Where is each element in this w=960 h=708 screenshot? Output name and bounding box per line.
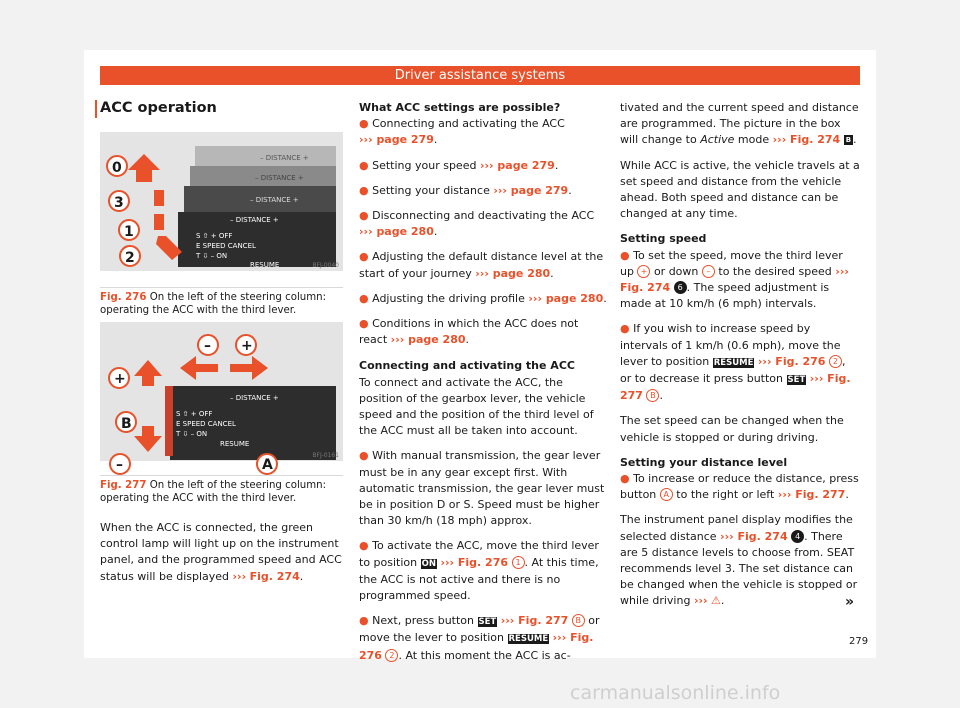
section-heading-distance: Setting your distance level bbox=[620, 455, 788, 469]
figure-276-illustration bbox=[100, 132, 343, 271]
continue-icon: » bbox=[845, 594, 855, 610]
watermark: carmanualsonline.info bbox=[570, 682, 781, 704]
figure-276-number: Fig. 276 bbox=[100, 292, 147, 303]
settings-list bbox=[359, 116, 607, 348]
page-title: ACC operation bbox=[100, 100, 217, 116]
caption-divider bbox=[100, 475, 343, 476]
warning-icon: ⚠ bbox=[711, 594, 721, 608]
lever-s-label: S ⇧ + OFF bbox=[176, 410, 213, 418]
list-item: ● Setting your distance ››› page 279. bbox=[359, 183, 572, 197]
lever-resume-label: RESUME bbox=[250, 261, 280, 269]
section-heading-speed: Setting speed bbox=[620, 232, 707, 246]
lever-e-label: E SPEED CANCEL bbox=[196, 242, 256, 250]
label-2: 2 bbox=[125, 250, 135, 266]
ref-link[interactable]: ››› page 280 bbox=[528, 291, 604, 305]
figure-277-illustration bbox=[100, 322, 343, 473]
label-3: 3 bbox=[114, 195, 124, 211]
lever-e-label: E SPEED CANCEL bbox=[176, 420, 236, 428]
activation-continued: tivated and the current speed and distance are programmed. The picture in the box will change to Active mode ››› Fig. 274 B . bbox=[620, 101, 859, 147]
lever-text-ghost-3: – DISTANCE + bbox=[250, 196, 299, 204]
figure-277-id: BFJ-0161 bbox=[312, 452, 339, 459]
list-item: ● Adjusting the driving profile ››› page 280. bbox=[359, 291, 607, 305]
settings-question: What ACC settings are possible? bbox=[359, 101, 561, 114]
section-heading-connect: Connecting and activating the ACC bbox=[359, 359, 575, 373]
lever-stack bbox=[178, 146, 336, 269]
list-item: ● If you wish to increase speed by intervals of 1 km/h (0.6 mph), move the lever to position RESUME ››› Fig. 276 2 , or to decrease it press button SET ››› Fig. 277 B . bbox=[620, 322, 851, 403]
caption-divider bbox=[100, 287, 343, 288]
figure-276 bbox=[100, 132, 343, 271]
ref-link[interactable]: ››› page 280 bbox=[359, 225, 434, 239]
lever bbox=[165, 386, 336, 460]
label-1: 1 bbox=[124, 224, 134, 240]
ref-link[interactable]: ››› page 279 bbox=[479, 158, 555, 172]
list-item: ● To set the speed, move the third lever up + or down – to the desired speed ››› Fig. 274 6 . The speed adjustment is made at 10 km/h (6 mph) intervals. bbox=[620, 248, 849, 311]
set-speed-paragraph: The set speed can be changed when the vehicle is stopped or during driving. bbox=[620, 414, 844, 444]
list-item: ● Disconnecting and deactivating the ACC ››› page 280. bbox=[359, 209, 595, 239]
ref-link[interactable]: ››› page 280 bbox=[475, 266, 551, 280]
lever-distance-label: – DISTANCE + bbox=[230, 216, 279, 224]
lever-text-ghost-2: – DISTANCE + bbox=[255, 174, 304, 182]
left-column-text: When the ACC is connected, the green control lamp will light up on the instrument panel, and the programmed speed and ACC status will be displayed ››› Fig. 274. bbox=[100, 521, 342, 583]
ref-link[interactable]: ››› page 279 bbox=[359, 133, 434, 147]
lever-t-label: T ⇩ – ON bbox=[176, 430, 208, 438]
figure-276-caption bbox=[100, 291, 346, 317]
ref-link[interactable]: ››› page 279 bbox=[493, 183, 569, 197]
left-ref-fig274[interactable]: Fig. 274 bbox=[249, 569, 300, 583]
label-minus-bottom: – bbox=[116, 457, 123, 473]
lever-distance-label: – DISTANCE + bbox=[230, 394, 279, 402]
list-item: ● Connecting and activating the ACC ››› page 279. bbox=[359, 117, 565, 147]
left-paragraph: When the ACC is connected, the green control lamp will light up on the instrument panel, and the programmed speed and ACC status will be displayed bbox=[100, 521, 342, 583]
middle-column bbox=[359, 100, 607, 673]
right-column bbox=[620, 100, 860, 619]
figure-277 bbox=[100, 322, 343, 473]
page-number: 279 bbox=[849, 636, 869, 647]
label-plus-top: + bbox=[241, 338, 253, 354]
figure-277-caption bbox=[100, 479, 346, 505]
label-a: A bbox=[262, 457, 273, 473]
left-ref-arrow[interactable]: ››› bbox=[232, 569, 247, 583]
lever-text-ghost-1: – DISTANCE + bbox=[260, 154, 309, 162]
section-header: Driver assistance systems bbox=[100, 66, 860, 85]
distance-paragraph: The instrument panel display modifies the selected distance ››› Fig. 274 4 . There are 5 distance levels to choose from. SEAT recommends level 3. The set distance can be changed when the vehicle is stopped or while driving ››› ⚠. bbox=[620, 513, 858, 608]
label-0: 0 bbox=[112, 160, 122, 176]
label-plus-left: + bbox=[114, 371, 126, 387]
lever-t-label: T ⇩ – ON bbox=[196, 252, 228, 260]
list-item: ● With manual transmission, the gear lever must be in any gear except first. With automatic transmission, the gear lever must be in position D or S. Speed must be higher than 30 km/h (18 mph) approx. bbox=[359, 449, 605, 528]
figure-276-caption-text: On the left of the steering column: operating the ACC with the third lever. bbox=[100, 292, 327, 316]
list-item: ● Next, press button SET ››› Fig. 277 B or move the lever to position RESUME ››› Fig. 276 2 . At this moment the ACC is ac- bbox=[359, 614, 600, 662]
lever-s-label: S ⇧ + OFF bbox=[196, 232, 233, 240]
list-item: ● To activate the ACC, move the third lever to position ON ››› Fig. 276 1 . At this time, the ACC is not active and there is no programmed speed. bbox=[359, 539, 599, 603]
figure-277-number: Fig. 277 bbox=[100, 480, 147, 491]
list-item: ● Adjusting the default distance level at the start of your journey ››› page 280. bbox=[359, 250, 604, 280]
list-item: ● Conditions in which the ACC does not react ››› page 280. bbox=[359, 317, 579, 347]
list-item: ● To increase or reduce the distance, press button A to the right or left ››› Fig. 277. bbox=[620, 472, 859, 502]
label-minus-top: – bbox=[204, 338, 211, 354]
lever-resume-label: RESUME bbox=[220, 440, 250, 448]
figure-277-caption-text: On the left of the steering column: operating the ACC with the third lever. bbox=[100, 480, 327, 504]
label-b: B bbox=[121, 416, 132, 432]
list-item: ● Setting your speed ››› page 279. bbox=[359, 158, 559, 172]
active-paragraph: While ACC is active, the vehicle travels at a set speed and distance from the vehicle ahead. Both speed and distance can be changed at any time. bbox=[620, 158, 860, 221]
figure-276-id: BFJ-0040 bbox=[312, 262, 339, 269]
connect-paragraph: To connect and activate the ACC, the position of the gearbox lever, the vehicle speed and the position of the third level of the ACC must all be taken into account. bbox=[359, 375, 594, 438]
ref-link[interactable]: ››› page 280 bbox=[390, 333, 466, 347]
